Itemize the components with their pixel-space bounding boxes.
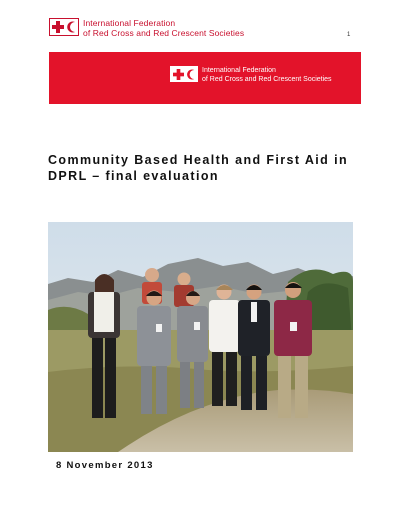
title-line1: Community Based Health and First Aid in (48, 153, 348, 167)
red-cross-icon (173, 69, 184, 80)
red-cross-icon (52, 21, 64, 33)
page-number: 1 (347, 32, 351, 38)
org-name-line2: of Red Cross and Red Crescent Societies (83, 28, 245, 38)
red-crescent-icon (186, 69, 196, 80)
banner-emblem (170, 66, 198, 82)
document-date: 8 November 2013 (56, 460, 154, 471)
group-photo (48, 222, 353, 452)
org-name-line1: International Federation (83, 18, 176, 28)
red-crescent-icon (66, 21, 77, 33)
document-title (48, 152, 368, 184)
red-cross-crescent-emblem (49, 18, 79, 36)
cover-banner (49, 52, 361, 104)
ifrc-logo (49, 18, 244, 38)
banner-org-line1: International Federation (202, 67, 276, 74)
title-line2: DPRL – final evaluation (48, 169, 219, 183)
banner-org-name (202, 66, 332, 84)
group-photo-illustration (48, 222, 353, 452)
banner-logo (170, 66, 332, 84)
org-name (83, 18, 244, 38)
banner-org-line2: of Red Cross and Red Crescent Societies (202, 76, 332, 83)
